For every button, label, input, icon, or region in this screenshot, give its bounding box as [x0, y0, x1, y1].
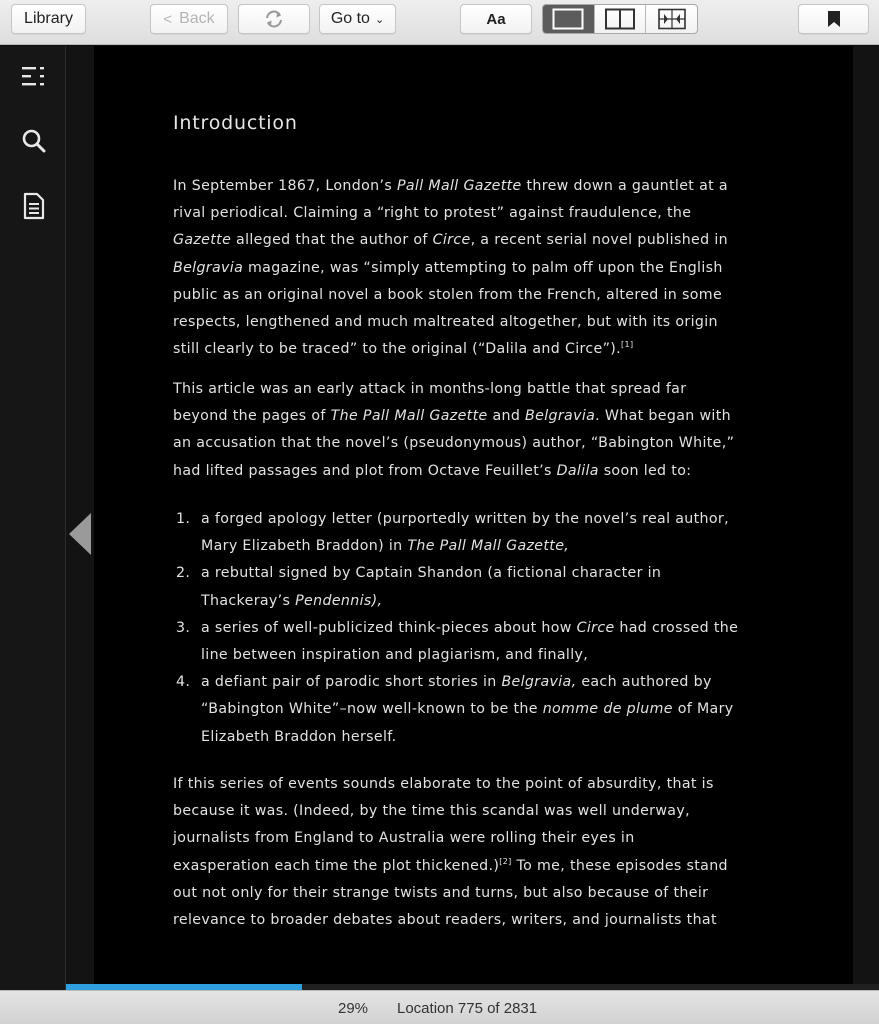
text-line: because it was. (Indeed, by the time this scandal was well underway, [173, 803, 690, 820]
text-line: still clearly to be traced” to the original (“Dalila and Circe”).[1] [173, 340, 634, 358]
text-line: journalists from England to Australia were rolling their eyes in [173, 830, 635, 847]
text-line: rival periodical. Claiming a “right to protest” against fraudulence, the [173, 205, 692, 222]
right-margin [853, 46, 879, 984]
list-number: 4. [176, 674, 191, 691]
paragraph-3 [173, 771, 785, 934]
text-line: a defiant pair of parodic short stories in Belgravia, each authored by [201, 674, 712, 691]
goto-label: Go to [330, 10, 370, 27]
text-line: beyond the pages of The Pall Mall Gazette and Belgravia. What began with [173, 408, 731, 425]
list-item [173, 669, 785, 751]
text-line: a series of well-publicized think-pieces about how Circe had crossed the [201, 619, 739, 636]
paragraph-1 [173, 173, 785, 363]
font-settings-button[interactable]: Aa [460, 4, 532, 34]
notes-icon[interactable] [19, 191, 49, 221]
search-icon[interactable] [19, 126, 49, 156]
progress-percent: 29% [338, 1000, 369, 1017]
single-page-view-button[interactable] [543, 5, 595, 33]
view-mode-selector [542, 4, 698, 34]
text-line: Mary Elizabeth Braddon) in The Pall Mall Gazette, [201, 538, 570, 555]
book-page [94, 46, 853, 984]
text-line: out not only for their strange twists and turns, but also because of their [173, 884, 709, 901]
text-line: a rebuttal signed by Captain Shandon (a fictional character in [201, 565, 662, 582]
ordered-list [173, 506, 785, 751]
sync-button[interactable] [238, 4, 310, 34]
chevron-left-icon: < [163, 10, 173, 28]
text-line: respects, lengthened and much maltreated altogether, but with its origin [173, 313, 718, 330]
text-line: a forged apology letter (purportedly written by the novel’s real author, [201, 511, 729, 527]
text-line: If this series of events sounds elaborate to the point of absurdity, that is [173, 776, 714, 792]
sync-icon [263, 9, 285, 29]
list-number: 2. [176, 565, 191, 582]
fit-screen-icon [656, 8, 688, 30]
text-line: had lifted passages and plot from Octave Feuillet’s Dalila soon led to: [173, 462, 692, 479]
text-line: This article was an early attack in months-long battle that spread far [173, 381, 687, 397]
chevron-down-icon: ⌄ [374, 13, 385, 26]
two-page-view-button[interactable] [595, 5, 647, 33]
toolbar [0, 0, 879, 45]
text-line: Thackeray’s Pendennis), [201, 592, 383, 609]
text-line: relevance to broader debates about readers, writers, and journalists that [173, 911, 717, 928]
list-item [173, 506, 785, 560]
previous-page-arrow-icon[interactable] [69, 513, 93, 555]
text-line: exasperation each time the plot thickened.)[2] To me, these episodes stand [173, 856, 728, 874]
text-line: line between inspiration and plagiarism, and finally, [201, 646, 589, 663]
sidebar [0, 46, 66, 990]
back-button[interactable] [150, 4, 228, 34]
text-line: public as an original novel a book stolen from the French, altered in some [173, 286, 723, 303]
text-line: In September 1867, London’s Pall Mall Gazette threw down a gauntlet at a [173, 178, 728, 194]
bookmark-icon [827, 10, 841, 28]
list-item [173, 615, 785, 669]
status-bar [0, 990, 879, 1024]
fit-screen-view-button[interactable] [646, 5, 697, 33]
location-indicator: Location 775 of 2831 [397, 1000, 538, 1017]
list-number: 3. [176, 619, 191, 636]
list-number: 1. [176, 511, 191, 527]
text-line: an accusation that the novel’s (pseudonymous) author, “Babington White,” [173, 435, 735, 452]
library-button[interactable]: Library [11, 4, 86, 34]
bookmark-button[interactable] [798, 4, 869, 34]
two-page-icon [604, 8, 636, 30]
text-line: Elizabeth Braddon herself. [201, 728, 397, 745]
back-label: Back [179, 10, 215, 27]
chapter-heading: Introduction [173, 112, 298, 134]
text-line: Gazette alleged that the author of Circe, a recent serial novel published in [173, 232, 728, 249]
table-of-contents-icon[interactable] [19, 62, 49, 92]
list-item [173, 560, 785, 614]
text-line: “Babington White”–now well-known to be the nomme de plume of Mary [201, 701, 734, 718]
single-page-icon [552, 8, 584, 30]
paragraph-2 [173, 376, 785, 485]
text-line: Belgravia magazine, was “simply attempting to palm off upon the English [173, 259, 723, 276]
goto-dropdown[interactable] [319, 4, 396, 34]
